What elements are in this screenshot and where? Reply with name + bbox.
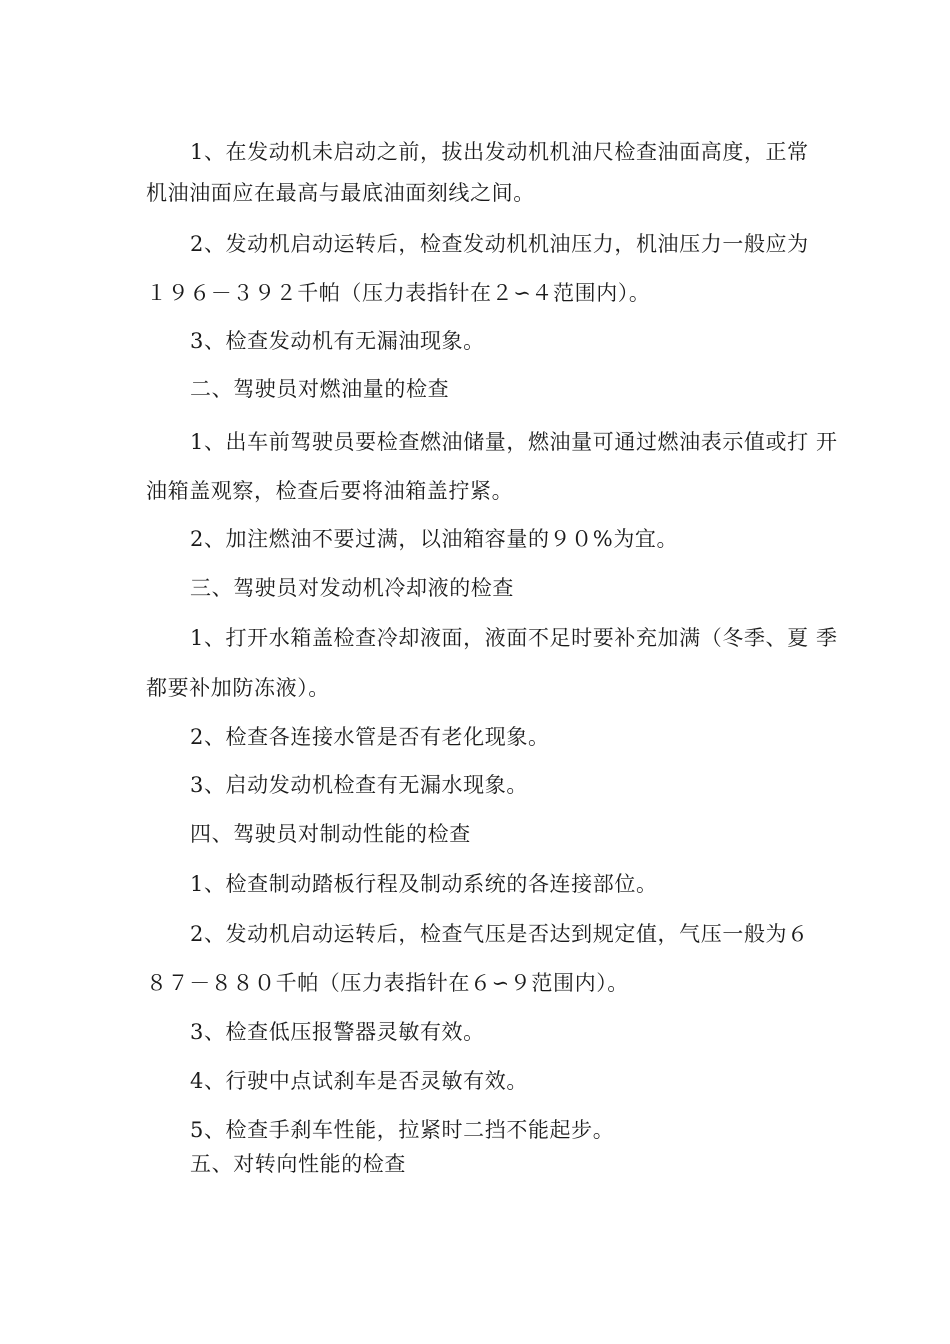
paragraph-10-line-1: 2、发动机启动运转后，检查气压是否达到规定值，气压一般为６ [190,922,809,946]
paragraph-2-line-1: 2、发动机启动运转后，检查发动机机油压力，机油压力一般应为 [190,232,809,256]
paragraph-9: 1、检查制动踏板行程及制动系统的各连接部位。 [190,872,658,896]
paragraph-10-line-2: ８７－８８０千帕（压力表指针在６∽９范围内）。 [146,971,629,995]
section-heading-4: 四、驾驶员对制动性能的检查 [190,822,471,846]
paragraph-5: 2、加注燃油不要过满，以油箱容量的９０%为宜。 [190,527,679,551]
paragraph-13: 5、检查手刹车性能，拉紧时二挡不能起步。 [190,1118,615,1142]
section-heading-3: 三、驾驶员对发动机冷却液的检查 [190,576,514,600]
paragraph-3: 3、检查发动机有无漏油现象。 [190,329,485,353]
section-heading-2: 二、驾驶员对燃油量的检查 [190,377,450,401]
paragraph-6-line-2: 都要补加防冻液）。 [146,676,330,700]
section-heading-5: 五、对转向性能的检查 [190,1152,406,1176]
paragraph-11: 3、检查低压报警器灵敏有效。 [190,1020,485,1044]
paragraph-1-line-2: 机油油面应在最高与最底油面刻线之间。 [146,181,535,205]
paragraph-8: 3、启动发动机检查有无漏水现象。 [190,773,528,797]
paragraph-12: 4、行驶中点试刹车是否灵敏有效。 [190,1069,528,1093]
paragraph-1-line-1: 1、在发动机未启动之前，拔出发动机机油尺检查油面高度，正常 [190,140,809,164]
paragraph-7: 2、检查各连接水管是否有老化现象。 [190,725,550,749]
paragraph-6-line-1: 1、打开水箱盖检查冷却液面，液面不足时要补充加满（冬季、夏 季 [190,626,838,650]
paragraph-4-line-1: 1、出车前驾驶员要检查燃油储量，燃油量可通过燃油表示值或打 开 [190,430,838,454]
paragraph-2-line-2: １９６－３９２千帕（压力表指针在２∽４范围内）。 [146,281,651,305]
paragraph-4-line-2: 油箱盖观察，检查后要将油箱盖拧紧。 [146,479,514,503]
